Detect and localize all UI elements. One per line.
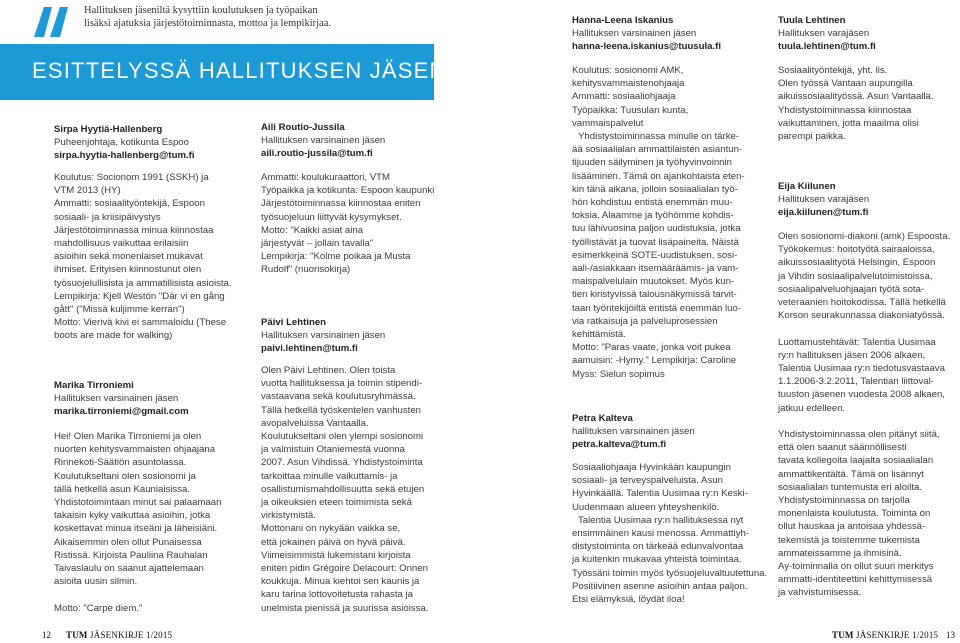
text-line: 1.1.2006-3.2.2011, Talentian liittoval- — [778, 376, 934, 388]
text-line: että olen saanut säännöllisesti — [778, 442, 907, 454]
member-header-tuula — [778, 14, 876, 54]
text-line: asioita uusin silmin. — [54, 576, 138, 588]
text-line: sosiaali- ja terveyspalveluista. Asun — [572, 475, 723, 487]
text-line: takaisin kyky vaikuttaa asioihin, jotka — [54, 510, 211, 522]
text-line: parempi paikka. — [778, 131, 846, 143]
text-line: vuotta hallituksessa ja toimin stipendi- — [261, 378, 423, 390]
member-role: Hallituksen varsinainen jäsen — [572, 28, 697, 40]
text-line: Yhdistotoimintaan minut sai palaamaan — [54, 497, 222, 509]
text-line: nuorten kehitysvammaisten ohjaajana — [54, 444, 216, 456]
text-line: via ratkaisuja ja palveluprosessien — [572, 315, 718, 327]
member-name: Hanna-Leena Iskanius — [572, 15, 674, 26]
text-line: sosiaali- ja kriisipäivystys — [54, 211, 161, 223]
section-banner — [0, 44, 470, 100]
text-line: ää sosiaalialan ammattilaisten asiantun- — [572, 144, 743, 156]
member-header-sirpa — [54, 123, 195, 163]
text-line: Talentia Uusimaa ry:n tiedotusvastaava — [778, 363, 945, 375]
text-line: kehitysvammaistenohjaaja — [572, 78, 685, 90]
text-line: kehittämistä. — [572, 329, 626, 341]
text-line: tijuuden säilyminen ja työhyvinvoinnin — [572, 157, 732, 169]
member-email[interactable]: paivi.lehtinen@tum.fi — [261, 343, 358, 355]
text-line: ammattikentältä. Tämä on lisännyt — [778, 468, 924, 480]
text-line: Työpaikka: Tuusulan kunta, — [572, 104, 689, 116]
member-role: Hallituksen varajäsen — [778, 194, 870, 206]
text-line: Viimeisimmistä lukemistani kirjoista — [261, 549, 411, 561]
text-line: virkistymistä. — [261, 510, 316, 522]
text-line: ja vahvistumisessa. — [778, 587, 862, 599]
text-line: Positiivinen asenne asioihin antaa paljon. — [572, 580, 748, 592]
text-line: tällä hetkellä asun Kauniaisissa. — [54, 483, 190, 495]
member-email[interactable]: tuula.lehtinen@tum.fi — [778, 41, 876, 53]
member-email[interactable]: petra.kalteva@tum.fi — [572, 439, 667, 451]
text-line: Rudolf" (nuorisokirja) — [261, 264, 351, 276]
member-header-hanna — [572, 14, 721, 54]
text-line: Myss: Sielun sopimus — [572, 368, 665, 380]
text-line: Koulutukseltani olen ylempi sosionomi — [261, 431, 424, 443]
member-email[interactable]: sirpa.hyytia-hallenberg@tum.fi — [54, 150, 195, 162]
text-line: Koulutus: sosionomi AMK, — [572, 65, 684, 76]
member-header-petra — [572, 412, 695, 452]
text-line: järjestyvät – jollain tavalla" — [261, 238, 374, 250]
text-line: Olen sosionomi-diakoni (amk) Espoosta. — [778, 231, 951, 242]
member-name: Päivi Lehtinen — [261, 317, 327, 328]
left-title-rest: JÄSENKIRJE 1/2015 — [87, 630, 173, 640]
text-line: Motto: "Paras vaate, jonka voit pukea — [572, 342, 731, 354]
text-line: aali-/asiakkaan itsemääräämis- ja vam- — [572, 263, 739, 275]
member-role: Hallituksen varsinainen jäsen — [261, 330, 386, 342]
text-line: Ammatti: sosiaaliohjaaja — [572, 91, 676, 103]
text-line: Järjestötoiminnassa kiinnostaa eniten — [261, 198, 421, 210]
member-role: Puheenjohtaja, kotikunta Espoo — [54, 137, 189, 149]
text-line: Rinnekoti-Säätiön asuntolassa. — [54, 457, 187, 469]
member-body-paivi — [261, 364, 428, 615]
member-header-aili — [261, 121, 385, 161]
text-line: ammateissamme ja ihmisinä. — [778, 547, 902, 559]
text-line: Sosiaaliohjaaja Hyvinkään kaupungin — [572, 462, 731, 473]
text-line: tuuston jäsenen vuodesta 2008 alkaen, — [778, 389, 945, 401]
member-header-paivi — [261, 316, 385, 356]
banner-title: ESITTELYSSÄ HALLITUKSEN JÄSENIÄ — [32, 58, 470, 83]
member-body-sirpa — [54, 171, 232, 343]
text-line: Motto: "Kaikki asiat aina — [261, 224, 364, 236]
text-line: ensimmäinen kausi menossa. Ammattiyh- — [572, 528, 750, 540]
member-name: Marika Tirroniemi — [54, 380, 134, 391]
text-line: monenlaista koulutusta. Toiminta on — [778, 508, 931, 520]
member-role: Hallituksen varsinainen jäsen — [54, 393, 179, 405]
text-line: ammatti-identiteettini kehittymisessä — [778, 574, 933, 586]
text-line: työsuojelullisista ja ammatillisista asioista. — [54, 277, 232, 289]
text-line: tavata kollegoita laajalta sosiaalialan — [778, 455, 934, 467]
text-line: Olen työssä Vantaan aupungilla — [778, 78, 913, 90]
member-header-marika — [54, 379, 189, 419]
text-line — [778, 415, 950, 428]
text-line: Uudenmaan alueen yhteyshenkilö. — [572, 501, 720, 513]
text-line: vaikuttaminen, jotta maailma olisi — [778, 117, 919, 129]
text-line: aikuissosiaalityötä Helsingin, Espoon — [778, 257, 936, 269]
text-line: eniten pidin Grégoire Delacourt: Onnen — [261, 563, 428, 575]
text-line: Lempikirja: "Kolme poikaa ja Musta — [261, 251, 411, 263]
text-line: koukkuja. Minua kiehtoi sen kaunis ja — [261, 576, 420, 588]
text-line: distystoiminta on tärkeää edunvalvontaa — [572, 541, 744, 553]
text-line: Yhdistystoiminnassa kiinnostaa — [778, 104, 912, 116]
text-line: ollut hauskaa ja antoisaa yhdessä- — [778, 521, 926, 533]
left-page-number: 12 — [42, 630, 51, 640]
text-line: Työkokemus: hoitotyötä sairaaloissa, — [778, 244, 935, 256]
text-line: Tällä hetkellä työskentelen vanhusten — [261, 404, 421, 416]
left-title-brand: TUM — [66, 630, 88, 640]
text-line: että jokainen päivä on hyvä päivä. — [261, 536, 406, 548]
text-line: Hyvinkäällä. Talentia Uusimaa ry:n Keski- — [572, 488, 748, 500]
text-line: Yhdistystoiminnassa minulle on tärke- — [578, 131, 740, 143]
text-line: karu tarina lottovoitetusta rahasta ja — [261, 589, 413, 601]
text-line: Yhdistystoiminnassa olen pitänyt siitä, — [778, 429, 940, 441]
text-line: avopalveluissa Vantaalla. — [261, 417, 369, 429]
text-line: Mottonani on nykyään vaikka se, — [261, 523, 401, 535]
member-name: Petra Kalteva — [572, 413, 633, 424]
text-line: ja kuitenkin mukavaa yhteistä toimintaa. — [572, 554, 742, 566]
text-line: Sosiaalityöntekijä, yht. lis. — [778, 65, 888, 76]
text-line: Järjestötoiminnassa minua kiinnostaa — [54, 224, 214, 236]
text-line: ry:n hallituksen jäsen 2006 alkaen, — [778, 349, 926, 361]
text-line: koskettavat minua itseäni ja läheisiäni. — [54, 523, 218, 535]
member-email[interactable]: hanna-leena.iskanius@tuusula.fi — [572, 41, 722, 53]
member-name: Aili Routio-Jussila — [261, 122, 345, 133]
intro-text — [84, 4, 331, 30]
text-line: Yhdistystoiminnassa on tarjolla — [778, 495, 910, 507]
text-line: Koulutukseltani olen sosionomi ja — [54, 470, 196, 482]
member-email[interactable]: aili.routio-jussila@tum.fi — [261, 148, 373, 160]
text-line: Koulutus: Socionom 1991 (SSKH) ja — [54, 172, 209, 183]
member-name: Eija Kiilunen — [778, 181, 836, 192]
text-line: asioihin sekä monenlaiset mukavat — [54, 251, 203, 263]
text-line: VTM 2013 (HY) — [54, 185, 121, 197]
text-line: taan työntekijöiltä entistä enemmän luo- — [572, 302, 742, 314]
text-line: vammaispalvelut — [572, 117, 644, 129]
text-line: Talentia Uusimaa ry:n hallituksessa nyt — [578, 514, 744, 526]
text-line: 2007. Asun Vihdissä. Yhdistystoiminta — [261, 457, 423, 469]
text-line: Ristissä. Kirjoista Pauliina Rauhalan — [54, 549, 208, 561]
member-role: Hallituksen varajäsen — [778, 28, 870, 40]
right-publication-title — [832, 630, 938, 640]
text-line: osallistumismahdollisuutta sekä etujen — [261, 483, 425, 495]
right-title-brand: TUM — [832, 630, 854, 640]
text-line: tien kiristyvissä talousnäkymissä tarvit- — [572, 289, 737, 301]
text-line: boots are made for walking) — [54, 330, 173, 342]
text-line: ja Vihdin sosiaalipalvelutoimistoissa, — [778, 270, 933, 282]
text-line: Ammatti: koulukuraattori, VTM — [261, 172, 391, 183]
member-role: hallituksen varsinainen jäsen — [572, 426, 695, 438]
text-line: gått" ("Missä kuljimme kerran") — [54, 304, 185, 316]
right-page-number: 13 — [946, 630, 955, 640]
text-line: mahdollisuus vaikuttaa erilaisiin — [54, 238, 189, 250]
member-body-hanna — [572, 64, 745, 381]
member-body-petra — [572, 461, 767, 606]
text-line: Työssäni toimin myös työsuojeluvaltuutettuna. — [572, 567, 768, 579]
intro-line: Hallituksen jäseniltä kysyttiin koulutuksen ja työpaikan — [84, 5, 318, 16]
member-email[interactable]: marika.tirroniemi@gmail.com — [54, 406, 189, 418]
text-line: Aikaisemmin olen ollut Punaisessa — [54, 536, 202, 548]
text-line: sosiaalipalveluohjaajan työtä sota- — [778, 283, 925, 295]
text-line: sosiaalialan tuntemusta eri aloilta. — [778, 481, 922, 493]
text-line: jatkuu edelleen. — [778, 402, 846, 414]
text-line — [778, 322, 950, 335]
member-header-eija — [778, 180, 869, 220]
text-line — [54, 588, 221, 601]
text-line: hön kohdistuu entistä enemmän muu- — [572, 197, 733, 209]
member-body-eija — [778, 230, 950, 600]
text-line: kin tänä aikana, jolloin sosiaalialan työ- — [572, 183, 738, 195]
text-line: Olen Päivi Lehtinen. Olen toista — [261, 365, 396, 376]
text-line: esimerkkeinä SOTE-uudistuksen, sosi- — [572, 249, 738, 261]
member-name: Tuula Lehtinen — [778, 15, 846, 26]
text-line: Hei! Olen Marika Tirroniemi ja olen — [54, 431, 202, 442]
text-line: vastaavana sekä koulutusryhmässä. — [261, 391, 416, 403]
text-line: veteraanien hoitokodissa. Tällä hetkellä — [778, 297, 946, 309]
member-body-marika — [54, 430, 221, 615]
text-line: aikuissosiaalityössä. Asun Vantaalla. — [778, 91, 934, 103]
text-line: lisääminen. Tämä on ajankohtaista eten- — [572, 170, 745, 182]
text-line: Ay-toiminnalla on ollut suuri merkitys — [778, 561, 934, 573]
text-line: unelmista pienissä ja suurissa asioissa. — [261, 602, 429, 614]
text-line: Etsi elämyksiä, löydät iloa! — [572, 594, 685, 606]
text-line: tuu lähivuosina paljon uudistuksia, jotka — [572, 223, 741, 235]
right-title-rest: JÄSENKIRJE 1/2015 — [853, 630, 939, 640]
text-line: tekemistä ja toistemme tukemista — [778, 534, 920, 546]
text-line: Luottamustehtävät: Talentia Uusimaa — [778, 336, 936, 348]
text-line: Motto: Vierivä kivi ei sammaloidu (These — [54, 317, 227, 329]
left-publication-title — [66, 630, 172, 640]
member-name: Sirpa Hyytiä-Hallenberg — [54, 124, 163, 135]
member-body-tuula — [778, 64, 934, 143]
text-line: tarkoittaa minulle vaikuttamis- ja — [261, 470, 398, 482]
text-line: Työpaikka ja kotikunta: Espoon kaupunki — [261, 185, 435, 197]
member-body-aili — [261, 171, 434, 277]
text-line: ja valmistuin Otaniemestä vuonna — [261, 444, 405, 456]
text-line: Ammatti: sosiaalityöntekijä, Espoon — [54, 198, 205, 210]
member-role: Hallituksen varsinainen jäsen — [261, 135, 386, 147]
text-line: maispalvelulain muutokset. Myös kun- — [572, 276, 735, 288]
text-line: Korson seurakunnassa diakoniatyössä. — [778, 310, 945, 322]
text-line: ihmiset. Erityisen kiinnostunut olen — [54, 264, 202, 276]
text-line: aamuisin: -Hymy." Lempikirja: Caroline — [572, 355, 737, 367]
text-line: ja oikeuksien eteen toimimista sekä — [261, 497, 412, 509]
text-line: Taivaslaulu on saanut ajattelemaan — [54, 563, 204, 575]
quote-mark-icon — [30, 3, 70, 39]
text-line: työllistävät ja tuovat lisäpaineita. Näistä — [572, 236, 739, 248]
member-email[interactable]: eija.kiilunen@tum.fi — [778, 207, 869, 219]
text-line: toksia. Alaamme ja työhömme kohdis- — [572, 210, 734, 222]
intro-line: lisäksi ajatuksia järjestötoiminnasta, mottoa ja lempikirjaa. — [84, 18, 331, 29]
text-line: Motto: "Carpe diem." — [54, 602, 143, 614]
text-line: työsuojeluun liittyvät kysymykset. — [261, 211, 402, 223]
text-line: Lempikirja: Kjell Westön "Där vi en gång — [54, 290, 225, 302]
